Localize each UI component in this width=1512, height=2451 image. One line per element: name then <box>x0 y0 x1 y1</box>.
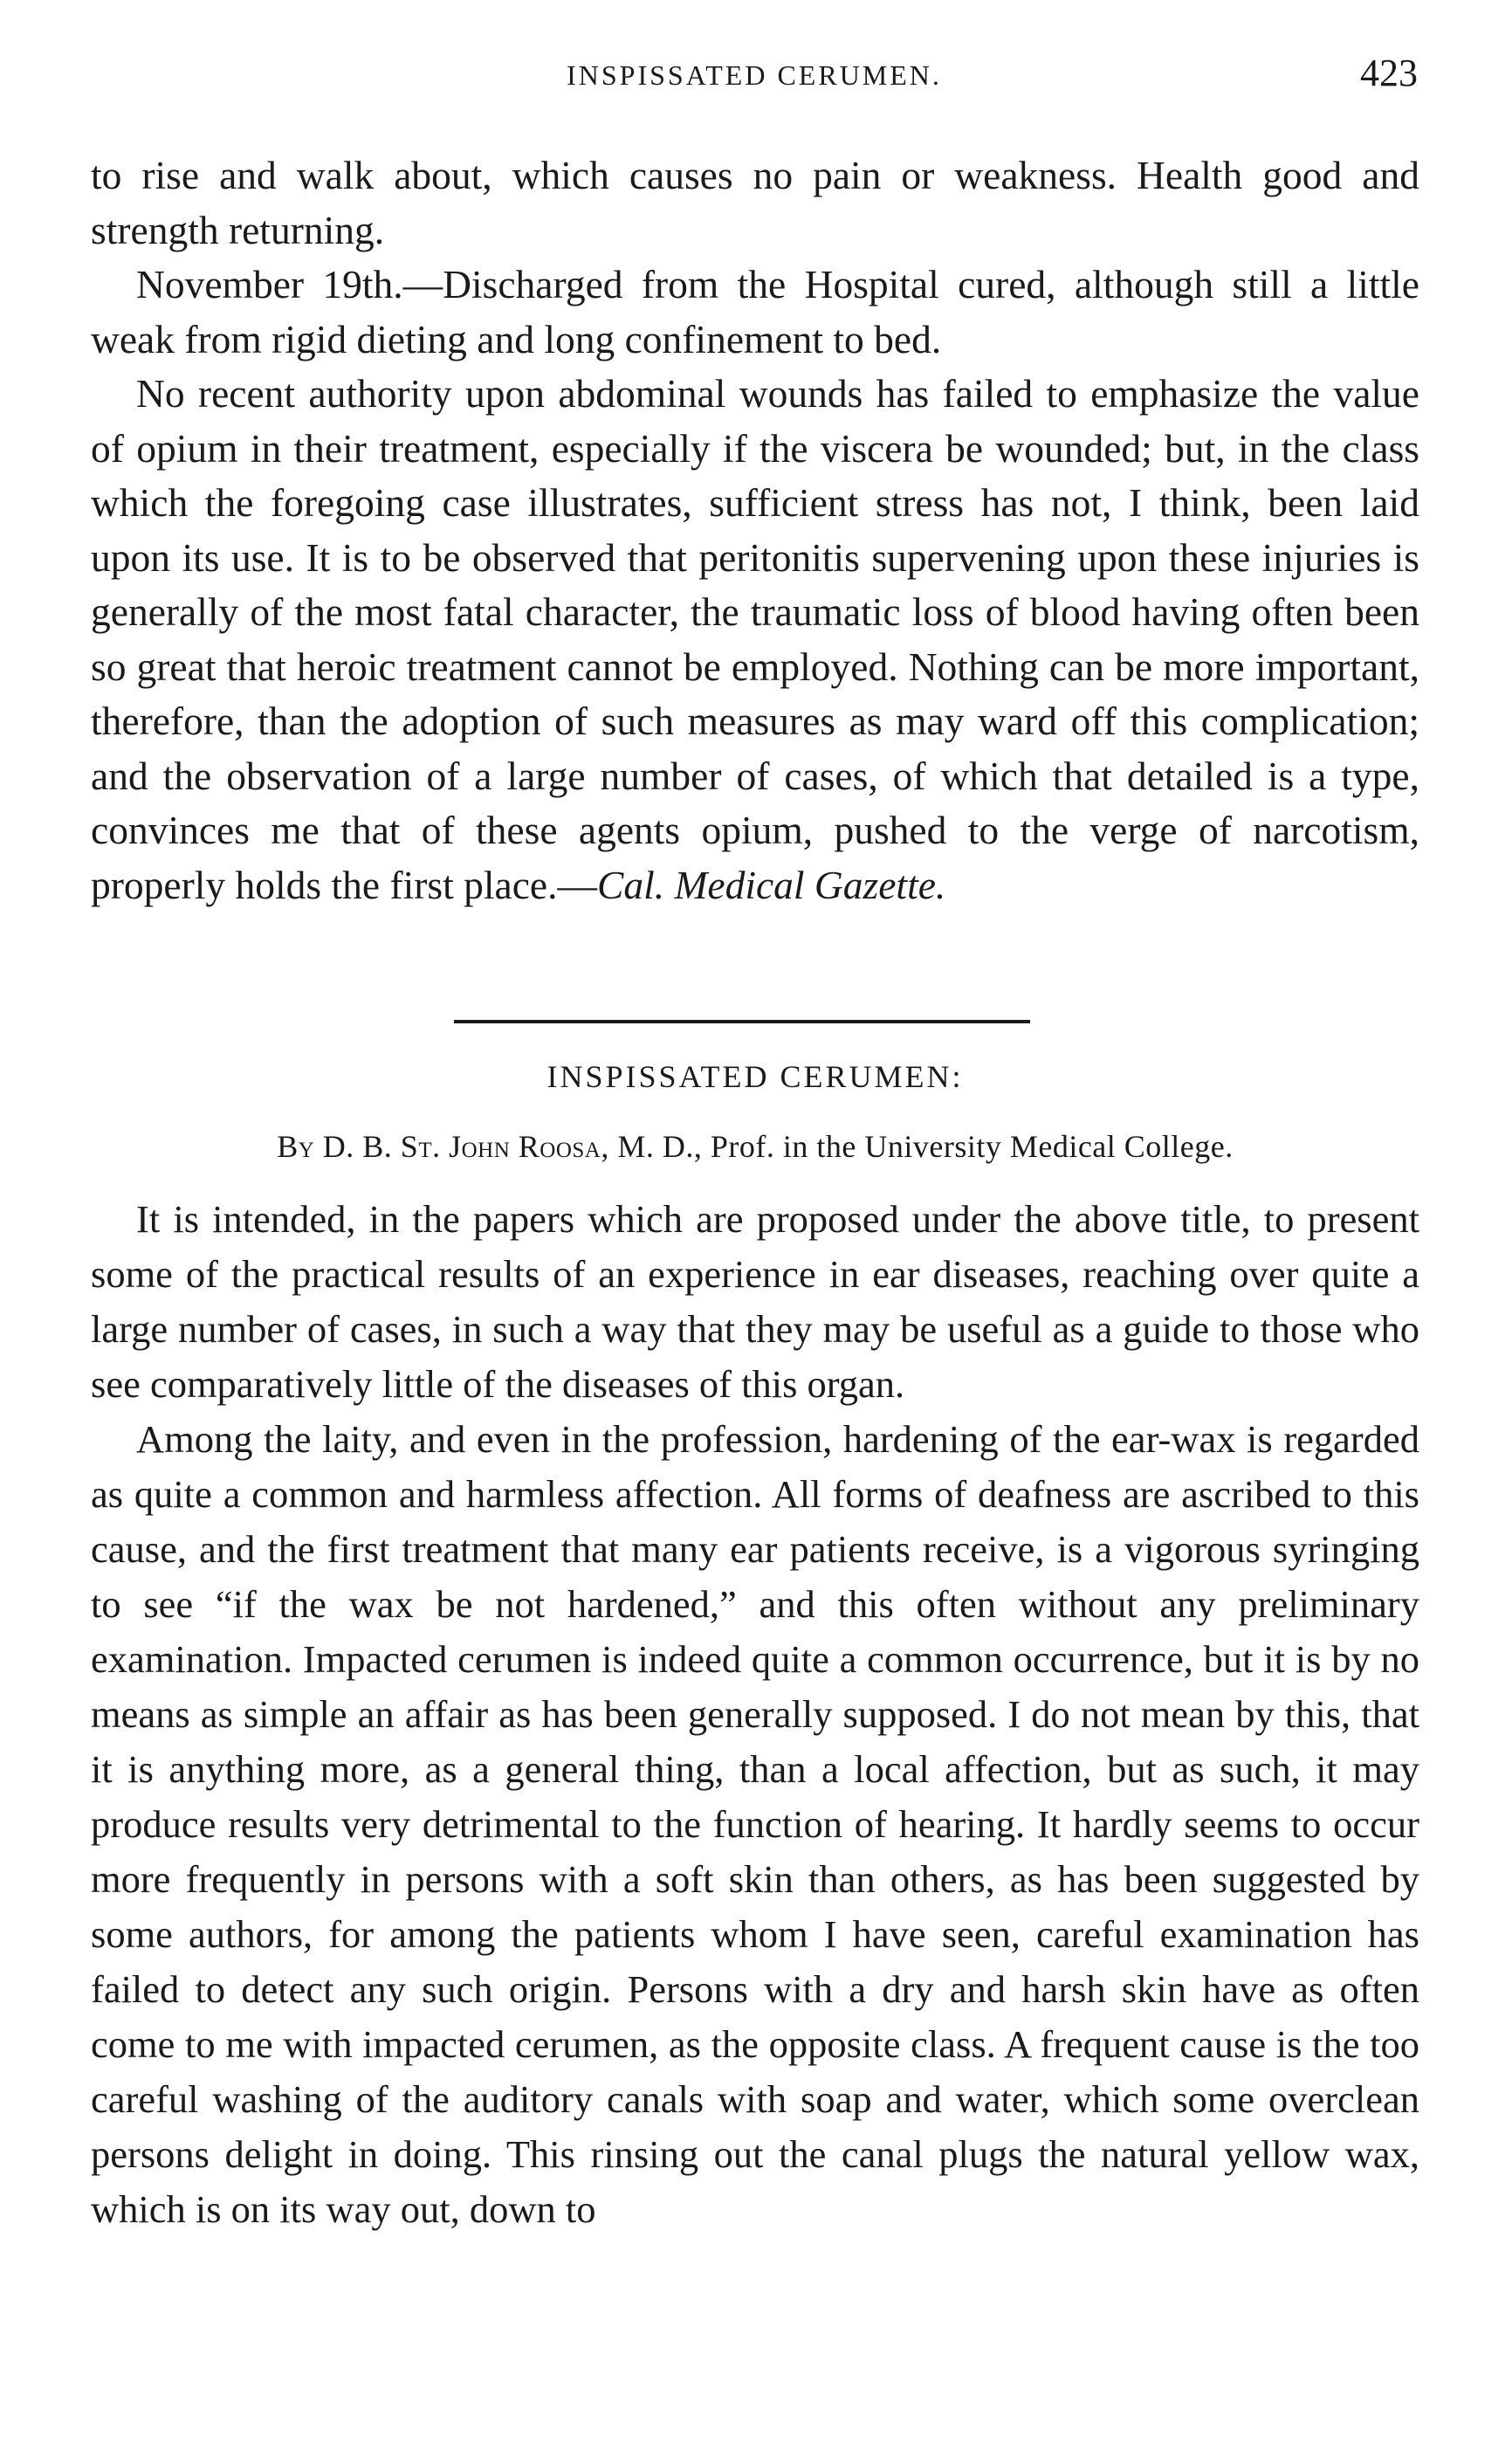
author-affiliation: Prof. in the University Medical College. <box>710 1129 1234 1164</box>
previous-article-text <box>91 148 1419 912</box>
source-citation: Cal. Medical Gazette. <box>596 862 946 907</box>
article-title: INSPISSATED CERUMEN: <box>546 1059 964 1094</box>
paragraph: It is intended, in the papers which are proposed under the above title, to present some of the practical results of an experience in ear diseases, reaching over quite a large number of cases, in such a way that they may be useful as a guide to those who see comparatively little of the diseases of this organ. <box>91 1197 1419 1406</box>
paragraph <box>91 367 1419 912</box>
paragraph: Among the laity, and even in the profession, hardening of the ear-wax is regarded as quite a common and harmless affection. All forms of deafness are ascribed to this cause, and the first treatment that many ear patients receive, is a vigorous syringing to see “if the wax be not hardened,” and this often without any preliminary examination. Impacted cerumen is indeed quite a common occurrence, but it is by no means as simple an affair as has been generally supposed. I do not mean by this, that it is anything more, as a general thing, than a local affection, but as such, it may produce results very detrimental to the function of hearing. It hardly seems to occur more frequently in persons with a soft skin than others, as has been suggested by some authors, for among the patients whom I have seen, careful examination has failed to detect any such origin. Persons with a dry and harsh skin have as often come to me with impacted cerumen, as the opposite class. A frequent cause is the too careful washing of the auditory canals with soap and water, which some overclean persons delight in doing. This rinsing out the canal plugs the natural yellow wax, which is on its way out, down to <box>91 1417 1419 2231</box>
paragraph-text: No recent authority upon abdominal wounds has failed to emphasize the value of opium in their treatment, especially if the viscera be wounded; but, in the class which the foregoing case illustrates, sufficient stress has not, I think, been laid upon its use. It is to be observed that peritonitis supervening upon these injuries is generally of the most fatal character, the traumatic loss of blood having often been so great that heroic treatment cannot be employed. Nothing can be more important, therefore, than the adoption of such measures as may ward off this complication; and the observation of a large number of cases, of which that detailed is a type, convinces me that of these agents opium, pushed to the verge of narcotism, properly holds the first place.— <box>91 371 1419 907</box>
section-divider <box>454 1020 1030 1023</box>
running-head <box>91 49 1418 101</box>
paragraph: to rise and walk about, which causes no pain or weakness. Health good and strength returning. <box>91 153 1419 252</box>
running-title: INSPISSATED CERUMEN. <box>567 59 942 91</box>
page-number: 423 <box>1360 52 1418 94</box>
paragraph: November 19th.—Discharged from the Hospital cured, although still a little weak from rigid dieting and long confinement to bed. <box>91 262 1419 361</box>
author-name: By D. B. St. John Roosa, M. D., <box>277 1129 703 1164</box>
article-body <box>91 1192 1419 2237</box>
byline <box>91 1128 1419 1165</box>
